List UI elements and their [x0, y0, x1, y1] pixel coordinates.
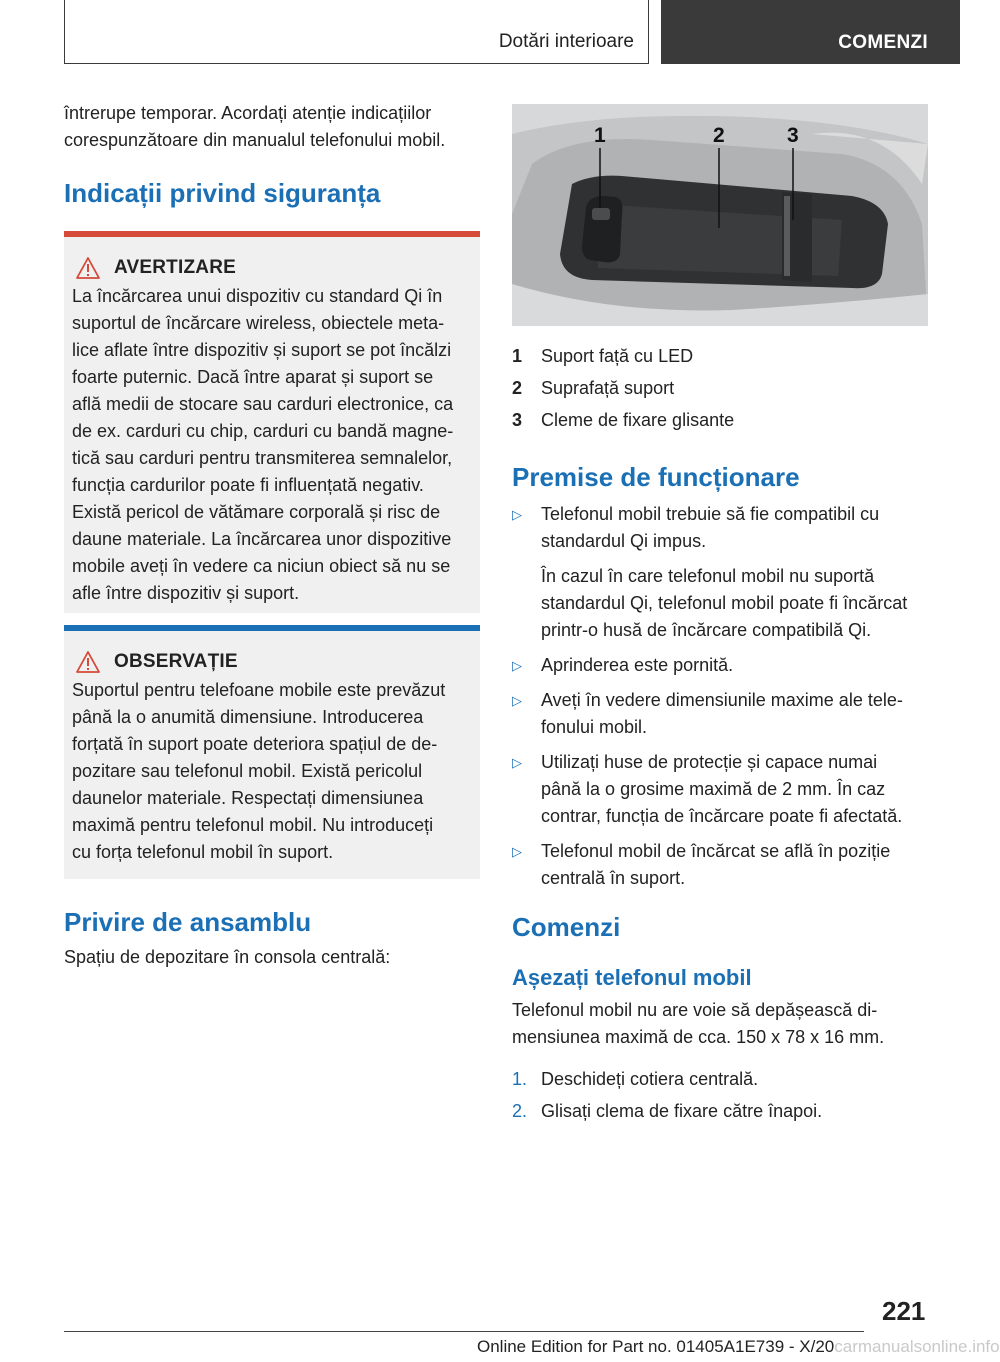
prereq-line: Aprinderea este pornită.	[541, 655, 734, 675]
steps-list	[512, 1063, 928, 1127]
legend-text: Suport față cu LED	[541, 346, 694, 366]
console-storage-figure	[512, 104, 928, 326]
figure-legend	[512, 340, 928, 436]
step-item	[512, 1063, 928, 1095]
legend-item	[512, 372, 928, 404]
warning-line: suportul de încărcare wireless, obiectele meta-	[72, 313, 445, 333]
note-line: până la o anumită dimensiune. Introducerea	[72, 707, 424, 727]
caution-triangle-icon	[76, 651, 100, 673]
warning-line: tică sau carduri pentru transmiterea semnalelor,	[72, 448, 453, 468]
footer	[477, 1337, 1000, 1357]
note-line: pozitare sau telefonul mobil. Există pericolul	[72, 761, 423, 781]
step-text: Glisați clema de fixare către înapoi.	[541, 1101, 823, 1121]
controls-heading: Comenzi	[512, 912, 621, 942]
triangle-bullet-icon: ▷	[512, 507, 522, 522]
prereq-line: Telefonul mobil trebuie să fie compatibil cu	[541, 504, 880, 524]
header-section-tab	[64, 0, 649, 64]
list-item	[512, 652, 928, 679]
step-item	[512, 1095, 928, 1127]
step-text: Deschideți cotiera centrală.	[541, 1069, 759, 1089]
list-item	[512, 687, 928, 741]
warning-line: Există pericol de vătămare corporală și risc de	[72, 502, 441, 522]
warning-line: La încărcarea unui dispozitiv cu standard Qi în	[72, 286, 443, 306]
legend-item	[512, 404, 928, 436]
prereq-line: Aveți în vedere dimensiunile maxime ale tele-	[541, 690, 903, 710]
prereq-list	[512, 501, 928, 892]
warning-line: daune materiale. La încărcarea unor dispozitive	[72, 529, 452, 549]
overview-text: Spațiu de depozitare în consola centrală:	[64, 947, 391, 967]
prereq-line: contrar, funcția de încărcare poate fi afectată.	[541, 806, 903, 826]
watermark-text: carmanualsonline.info	[834, 1337, 1000, 1356]
header-section-title: Dotări interioare	[498, 31, 634, 52]
triangle-bullet-icon: ▷	[512, 755, 522, 770]
prereq-extra-line: standardul Qi, telefonul mobil poate fi încărcat	[541, 593, 908, 613]
left-column	[64, 100, 480, 971]
triangle-bullet-icon: ▷	[512, 693, 522, 708]
warning-text	[72, 283, 472, 607]
callout-3: 3	[787, 124, 799, 147]
triangle-bullet-icon: ▷	[512, 658, 522, 673]
warning-line: lice aflate între dispozitiv și suport se pot încălzi	[72, 340, 452, 360]
note-line: maximă pentru telefonul mobil. Nu introduceți	[72, 815, 434, 835]
callout-1: 1	[594, 124, 606, 147]
warning-line: foarte puternic. Dacă între aparat și suport se	[72, 367, 434, 387]
note-title: OBSERVAȚIE	[114, 651, 238, 672]
note-line: daunelor materiale. Respectați dimensiunea	[72, 788, 424, 808]
intro-line: întrerupe temporar. Acordați atenție indicațiilor	[64, 103, 432, 123]
place-line: Telefonul mobil nu are voie să depășească di-	[512, 1000, 878, 1020]
legend-number: 3	[512, 410, 523, 430]
prereq-extra-line: În cazul în care telefonul mobil nu suportă	[541, 566, 875, 586]
prereq-line: standardul Qi impus.	[541, 531, 707, 551]
warning-title: AVERTIZARE	[114, 257, 236, 278]
note-text	[72, 677, 472, 866]
warning-triangle-icon	[76, 257, 100, 279]
intro-line: corespunzătoare din manualul telefonului mobil.	[64, 130, 446, 150]
list-item	[512, 749, 928, 830]
place-phone-text	[512, 997, 928, 1051]
warning-box	[64, 231, 480, 613]
step-number: 2.	[512, 1101, 528, 1121]
place-line: mensiunea maximă de cca. 150 x 78 x 16 mm.	[512, 1027, 885, 1047]
prereq-heading: Premise de funcționare	[512, 462, 800, 492]
warning-line: mobile aveți în vedere ca niciun obiect să nu se	[72, 556, 451, 576]
header-chapter-title: COMENZI	[838, 32, 928, 53]
place-phone-heading: Așezați telefonul mobil	[512, 965, 752, 990]
right-column	[512, 104, 928, 1127]
legend-item	[512, 340, 928, 372]
legend-text: Cleme de fixare glisante	[541, 410, 735, 430]
page-number: 221	[882, 1296, 926, 1326]
warning-line: de ex. carduri cu chip, carduri cu bandă magne-	[72, 421, 454, 441]
prereq-line: până la o grosime maximă de 2 mm. În caz	[541, 779, 886, 799]
overview-heading: Privire de ansamblu	[64, 907, 312, 937]
warning-line: află medii de stocare sau carduri electronice, ca	[72, 394, 454, 414]
prereq-line: centrală în suport.	[541, 868, 686, 888]
prereq-line: Telefonul mobil de încărcat se află în poziție	[541, 841, 891, 861]
note-line: Suportul pentru telefoane mobile este prevăzut	[72, 680, 446, 700]
footer-divider	[64, 1331, 864, 1332]
legend-text: Suprafață suport	[541, 378, 675, 398]
note-line: cu forța telefonul mobil în suport.	[72, 842, 334, 862]
triangle-bullet-icon: ▷	[512, 844, 522, 859]
prereq-line: fonului mobil.	[541, 717, 648, 737]
note-box	[64, 625, 480, 879]
legend-number: 2	[512, 378, 523, 398]
intro-paragraph	[64, 100, 480, 154]
legend-number: 1	[512, 346, 523, 366]
header-chapter-tab	[661, 0, 960, 64]
prereq-extra-line: printr-o husă de încărcare compatibilă Qi.	[541, 620, 872, 640]
prereq-line: Utilizați huse de protecție și capace numai	[541, 752, 878, 772]
warning-line: afle între dispozitiv și suport.	[72, 583, 300, 603]
note-line: forțată în suport poate deteriora spațiul de de-	[72, 734, 438, 754]
safety-heading: Indicații privind siguranța	[64, 178, 381, 208]
list-item	[512, 501, 928, 644]
list-item	[512, 838, 928, 892]
step-number: 1.	[512, 1069, 528, 1089]
warning-line: funcția cardurilor poate fi influențată negativ.	[72, 475, 424, 495]
callout-2: 2	[713, 124, 725, 147]
edition-text: Online Edition for Part no. 01405A1E739 - X/20	[477, 1337, 835, 1356]
